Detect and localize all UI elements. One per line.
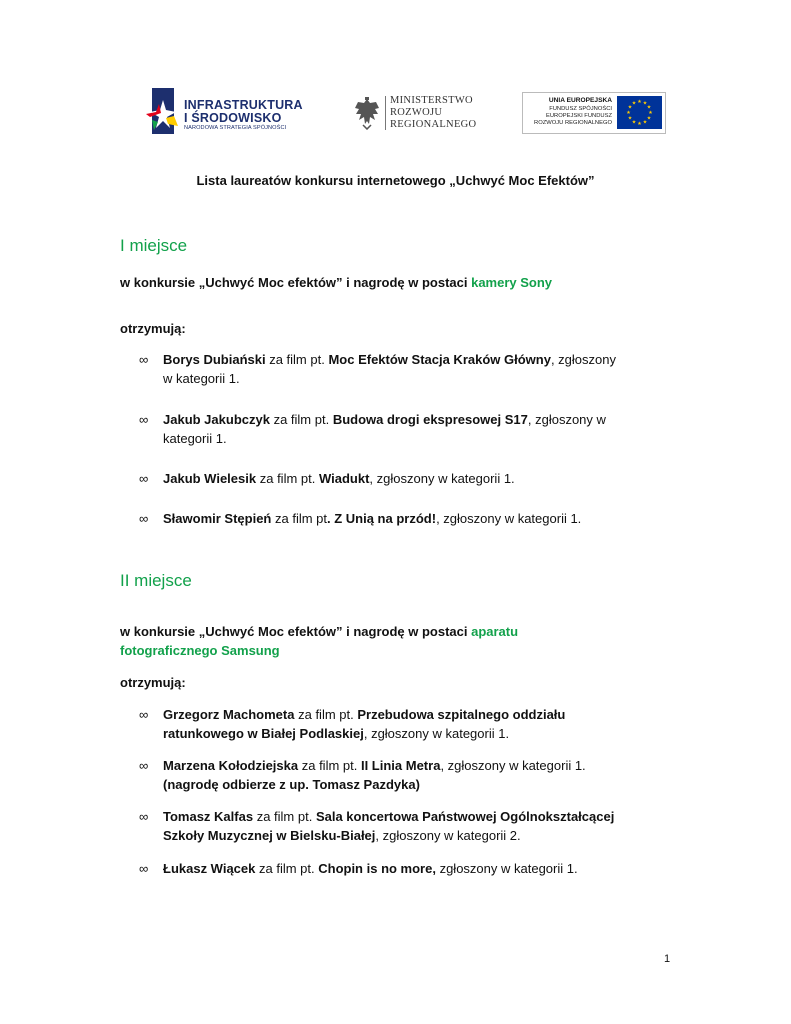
section1-prize: kamery Sony	[471, 275, 553, 290]
bullet-icon: ∞	[139, 861, 149, 876]
list-item	[163, 859, 578, 878]
logo-infrastruktura-i-srodowisko	[146, 86, 306, 138]
svg-text:★: ★	[631, 119, 637, 126]
svg-text:★: ★	[637, 99, 642, 105]
item-mid: za film pt.	[294, 707, 358, 722]
item-end: , zgłoszony w kategorii 1.	[436, 511, 582, 526]
bullet-icon: ∞	[139, 707, 149, 722]
laureate-name: Jakub Jakubczyk	[163, 412, 270, 427]
item-end: , zgłoszony w kategorii 1.	[363, 726, 510, 741]
section2-intro	[120, 622, 518, 660]
laureate-name: Sławomir Stępień	[163, 511, 272, 526]
item-line2: kategorii 1.	[163, 431, 227, 446]
bullet-icon: ∞	[139, 412, 149, 427]
laureate-name: Łukasz Wiącek	[163, 861, 256, 876]
list-item	[163, 756, 586, 794]
film-title-cont: Szkoły Muzycznej w Bielsku-Białej	[163, 828, 376, 843]
section2-heading: II miejsce	[120, 571, 192, 590]
laureate-name: Borys Dubiański	[163, 352, 266, 367]
item-end: zgłoszony w kategorii 1.	[435, 861, 578, 876]
logo-infrastruktura-line1: INFRASTRUKTURA	[184, 98, 303, 112]
section1-intro-text: w konkursie „Uchwyć Moc efektów” i nagrodę w postaci	[120, 275, 472, 290]
film-title-cont: ratunkowego w Białej Podlaskiej	[163, 726, 364, 741]
list-item	[163, 410, 606, 448]
logo-unia-europejska	[522, 92, 666, 134]
film-title: Sala koncertowa Państwowej Ogólnokształcącej	[315, 809, 615, 824]
laureate-name: Marzena Kołodziejska	[163, 758, 299, 773]
svg-text:★: ★	[631, 100, 637, 107]
section2-recipients-label: otrzymują:	[120, 675, 186, 690]
eu-flag-icon	[617, 96, 662, 129]
item-end: , zgłoszony w kategorii 1.	[369, 471, 515, 486]
film-title: Przebudowa szpitalnego oddziału	[357, 707, 566, 722]
eagle-emblem-icon	[352, 96, 382, 130]
svg-text:★: ★	[637, 121, 642, 127]
laureate-name: Grzegorz Machometa	[163, 707, 295, 722]
svg-text:★: ★	[642, 100, 648, 107]
list-item	[163, 705, 565, 743]
svg-text:★: ★	[646, 104, 652, 111]
item-end: , zgłoszony w kategorii 1.	[440, 758, 586, 773]
page-title: Lista laureatów konkursu internetowego „Uchwyć Moc Efektów”	[196, 173, 595, 188]
item-mid: za film pt.	[269, 412, 333, 427]
logo-ue-line4: ROZWOJU REGIONALNEGO	[534, 120, 612, 126]
section1-intro	[120, 275, 552, 290]
svg-text:★: ★	[642, 119, 648, 126]
film-title: Budowa drogi ekspresowej S17	[332, 412, 528, 427]
bullet-icon: ∞	[139, 758, 149, 773]
item-end: , zgłoszony	[550, 352, 616, 367]
bullet-icon: ∞	[139, 471, 149, 486]
logo-ue-line1: UNIA EUROPEJSKA	[548, 97, 612, 104]
list-item	[163, 469, 515, 488]
section2-prize-line1: aparatu	[471, 624, 519, 639]
film-title: Wiadukt	[318, 471, 370, 486]
logo-ministerstwo-line2: ROZWOJU	[390, 107, 443, 118]
logo-infrastruktura-line3: NARODOWA STRATEGIA SPÓJNOŚCI	[184, 125, 287, 131]
logo-ministerstwo-line3: REGIONALNEGO	[390, 119, 477, 130]
list-item	[163, 509, 581, 528]
logo-infrastruktura-line2: I ŚRODOWISKO	[184, 111, 282, 125]
logo-ue-line2: FUNDUSZ SPÓJNOŚCI	[549, 106, 612, 112]
item-line2: w kategorii 1.	[163, 371, 240, 386]
svg-text:★: ★	[627, 115, 633, 122]
item-note: (nagrodę odbierze z up. Tomasz Pazdyka)	[163, 777, 420, 792]
list-item	[163, 350, 616, 388]
star-logo-icon	[146, 86, 180, 136]
logo-ministerstwo-separator	[385, 96, 386, 130]
item-mid: za film pt	[271, 511, 327, 526]
item-mid: za film pt.	[255, 861, 319, 876]
item-mid: za film pt.	[253, 809, 316, 824]
bullet-icon: ∞	[139, 809, 149, 824]
laureate-name: Jakub Wielesik	[163, 471, 257, 486]
item-mid: za film pt.	[265, 352, 329, 367]
section1-recipients-label: otrzymują:	[120, 321, 186, 336]
film-title: Chopin is no more,	[318, 861, 436, 876]
svg-text:★: ★	[646, 115, 652, 122]
section2-prize-line2: fotograficznego Samsung	[120, 643, 280, 658]
laureate-name: Tomasz Kalfas	[163, 809, 254, 824]
svg-text:★: ★	[626, 110, 631, 116]
list-item	[163, 807, 614, 845]
logo-ue-line3: EUROPEJSKI FUNDUSZ	[545, 113, 612, 119]
film-title: II Linia Metra	[360, 758, 441, 773]
item-mid: za film pt.	[298, 758, 361, 773]
item-mid: za film pt.	[256, 471, 319, 486]
film-title: Moc Efektów Stacja Kraków Główny	[328, 352, 551, 367]
film-title: . Z Unią na przód!	[327, 511, 437, 526]
logo-ministerstwo-line1: MINISTERSTWO	[390, 95, 473, 106]
item-end: , zgłoszony w	[527, 412, 606, 427]
item-end: , zgłoszony w kategorii 2.	[375, 828, 521, 843]
section2-intro-text: w konkursie „Uchwyć Moc efektów” i nagrodę w postaci	[120, 624, 472, 639]
bullet-icon: ∞	[139, 352, 149, 367]
svg-text:★: ★	[648, 110, 653, 116]
logo-ministerstwo	[352, 94, 482, 134]
page-number: 1	[664, 953, 671, 965]
bullet-icon: ∞	[139, 511, 149, 526]
section1-heading: I miejsce	[120, 236, 188, 255]
svg-text:★: ★	[627, 104, 633, 111]
